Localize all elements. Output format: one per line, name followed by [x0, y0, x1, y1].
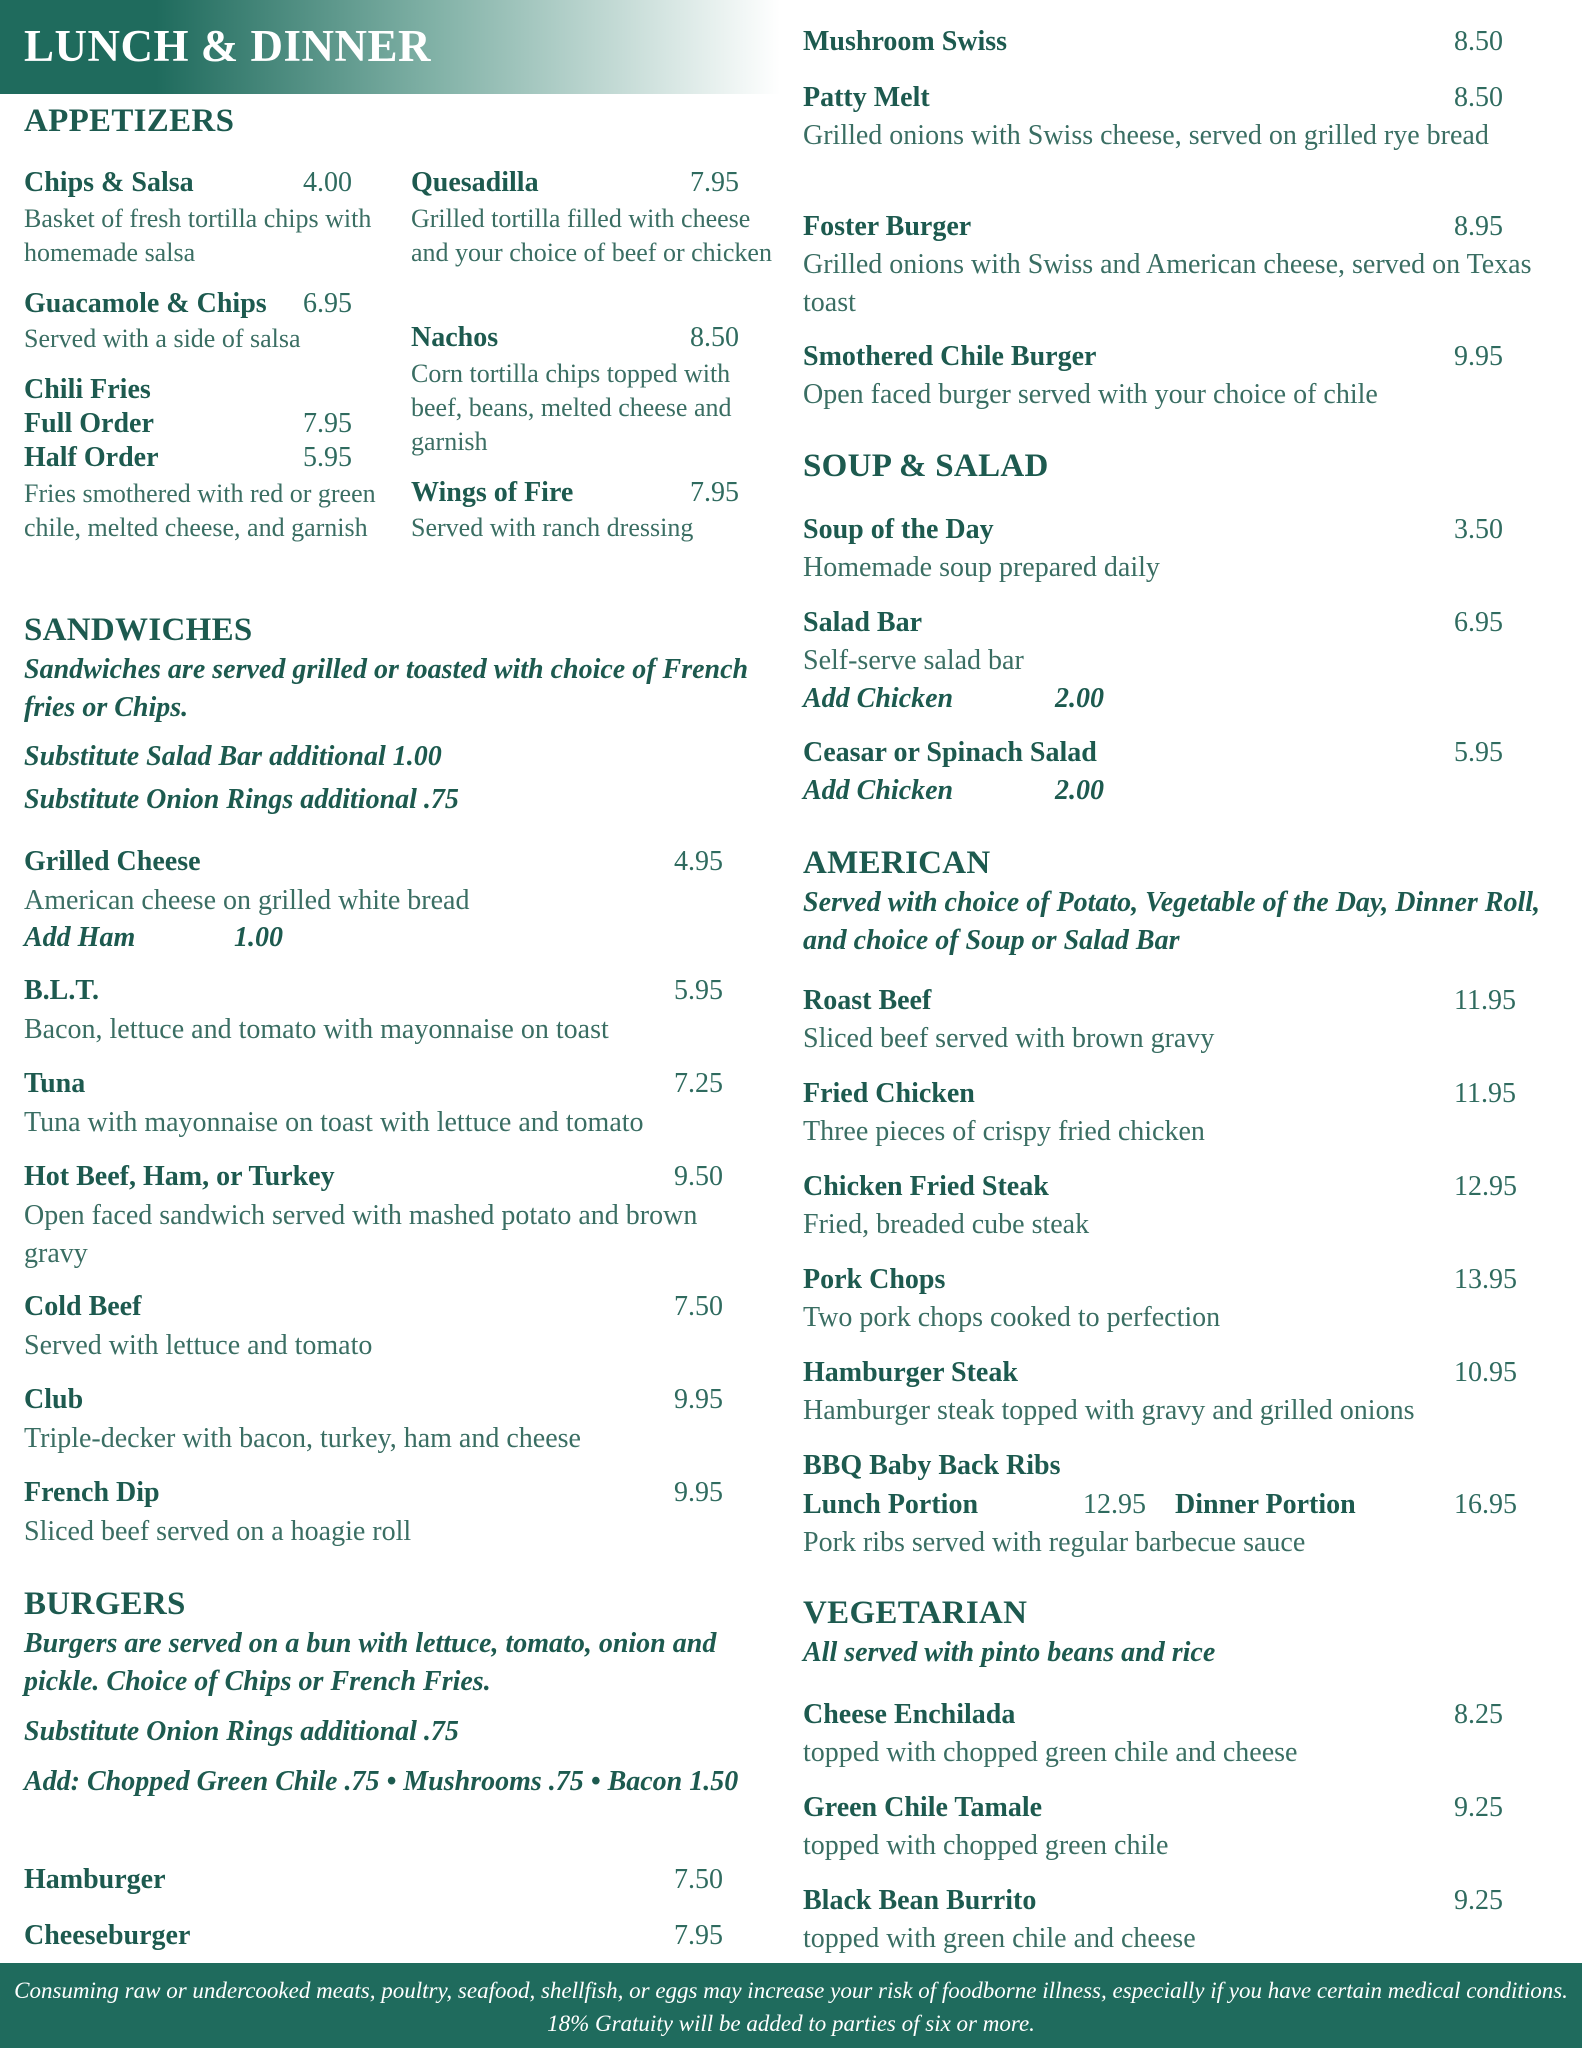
- item-price-french-dip: 9.95: [674, 1477, 723, 1508]
- item-desc-green-chile-tamale: topped with chopped green chile: [803, 1830, 1169, 1861]
- item-desc-tuna: Tuna with mayonnaise on toast with lettuce and tomato: [24, 1107, 644, 1138]
- item-label-dinner-portion: Dinner Portion: [1175, 1489, 1356, 1520]
- item-price-smothered-chile-burger: 9.95: [1454, 341, 1503, 372]
- item-name-mushroom-swiss: Mushroom Swiss: [803, 26, 1008, 57]
- item-name-black-bean-burrito: Black Bean Burrito: [803, 1885, 1037, 1916]
- item-price-quesadilla: 7.95: [690, 167, 739, 198]
- item-desc-guacamole: Served with a side of salsa: [24, 324, 301, 353]
- addon-label-ham: Add Ham: [24, 922, 136, 953]
- item-name-roast-beef: Roast Beef: [803, 985, 932, 1016]
- item-desc-salad-bar: Self-serve salad bar: [803, 645, 1024, 676]
- item-price-club: 9.95: [674, 1384, 723, 1415]
- item-price-nachos: 8.50: [690, 322, 739, 353]
- item-name-hamburger: Hamburger: [24, 1864, 166, 1895]
- item-name-french-dip: French Dip: [24, 1477, 160, 1508]
- american-intro: Served with choice of Potato, Vegetable of the Day, Dinner Roll, and choice of Soup or Salad Bar: [803, 887, 1541, 956]
- item-desc-foster-burger: Grilled onions with Swiss and American cheese, served on Texas toast: [803, 249, 1532, 318]
- item-desc-fried-chicken: Three pieces of crispy fried chicken: [803, 1116, 1205, 1147]
- item-desc-pork-chops: Two pork chops cooked to perfection: [803, 1302, 1221, 1333]
- sandwiches-sub-onion-rings: Substitute Onion Rings additional .75: [24, 784, 459, 815]
- item-name-foster-burger: Foster Burger: [803, 211, 972, 242]
- item-name-pork-chops: Pork Chops: [803, 1264, 946, 1295]
- item-desc-cold-beef: Served with lettuce and tomato: [24, 1330, 373, 1361]
- footer-band: [0, 1963, 1582, 2048]
- item-desc-chicken-fried-steak: Fried, breaded cube steak: [803, 1209, 1090, 1240]
- item-desc-quesadilla: Grilled tortilla filled with cheese and your choice of beef or chicken: [411, 204, 772, 267]
- item-name-patty-melt: Patty Melt: [803, 82, 930, 113]
- item-name-ceasar-spinach-salad: Ceasar or Spinach Salad: [803, 737, 1097, 768]
- item-price-salad-bar: 6.95: [1454, 607, 1503, 638]
- item-price-chips-salsa: 4.00: [303, 167, 352, 198]
- item-price-wings: 7.95: [690, 477, 739, 508]
- item-price-cheese-enchilada: 8.25: [1454, 1699, 1503, 1730]
- item-price-hamburger-steak: 10.95: [1454, 1357, 1517, 1388]
- item-name-green-chile-tamale: Green Chile Tamale: [803, 1792, 1043, 1823]
- sandwiches-sub-salad-bar: Substitute Salad Bar additional 1.00: [24, 741, 442, 772]
- item-price-soup-of-the-day: 3.50: [1454, 514, 1503, 545]
- item-desc-cheese-enchilada: topped with chopped green chile and cheese: [803, 1737, 1298, 1768]
- item-desc-chips-salsa: Basket of fresh tortilla chips with homemade salsa: [24, 204, 372, 267]
- addon-price-salad-chicken: 2.00: [1055, 775, 1104, 806]
- section-title-appetizers: APPETIZERS: [24, 103, 235, 139]
- item-label-full-order: Full Order: [24, 408, 154, 439]
- addon-price-salad-bar-chicken: 2.00: [1055, 683, 1104, 714]
- addon-label-salad-bar-chicken: Add Chicken: [803, 683, 954, 714]
- footer-disclaimer: Consuming raw or undercooked meats, poultry, seafood, shellfish, or eggs may increase your risk of foodborne illness, especially if you have certain medical conditions.: [14, 1978, 1568, 2003]
- item-name-smothered-chile-burger: Smothered Chile Burger: [803, 341, 1097, 372]
- item-name-nachos: Nachos: [411, 322, 499, 353]
- item-desc-nachos: Corn tortilla chips topped with beef, beans, melted cheese and garnish: [411, 359, 732, 456]
- item-name-salad-bar: Salad Bar: [803, 607, 923, 638]
- burgers-sub-onion-rings: Substitute Onion Rings additional .75: [24, 1716, 459, 1747]
- item-desc-hot-beef: Open faced sandwich served with mashed potato and brown gravy: [24, 1200, 698, 1269]
- item-name-guacamole: Guacamole & Chips: [24, 288, 267, 319]
- item-name-hamburger-steak: Hamburger Steak: [803, 1357, 1018, 1388]
- footer-gratuity: 18% Gratuity will be added to parties of six or more.: [547, 2011, 1035, 2036]
- item-price-dinner-portion: 16.95: [1454, 1489, 1517, 1520]
- item-desc-french-dip: Sliced beef served on a hoagie roll: [24, 1516, 412, 1547]
- item-desc-wings: Served with ranch dressing: [411, 513, 694, 542]
- item-price-grilled-cheese: 4.95: [674, 846, 723, 877]
- section-title-soup-salad: SOUP & SALAD: [803, 448, 1049, 484]
- item-price-guacamole: 6.95: [303, 288, 352, 319]
- item-name-blt: B.L.T.: [24, 975, 99, 1006]
- item-price-patty-melt: 8.50: [1454, 82, 1503, 113]
- item-label-lunch-portion: Lunch Portion: [803, 1489, 979, 1520]
- item-label-half-order: Half Order: [24, 442, 159, 473]
- addon-price-ham: 1.00: [234, 922, 283, 953]
- section-title-american: AMERICAN: [803, 845, 991, 881]
- section-title-sandwiches: SANDWICHES: [24, 612, 253, 648]
- item-desc-soup-of-the-day: Homemade soup prepared daily: [803, 552, 1160, 583]
- item-name-cheeseburger: Cheeseburger: [24, 1920, 191, 1951]
- item-price-chicken-fried-steak: 12.95: [1454, 1171, 1517, 1202]
- item-price-pork-chops: 13.95: [1454, 1264, 1517, 1295]
- item-name-wings: Wings of Fire: [411, 477, 574, 508]
- item-price-mushroom-swiss: 8.50: [1454, 26, 1503, 57]
- item-name-chicken-fried-steak: Chicken Fried Steak: [803, 1171, 1049, 1202]
- addon-label-salad-chicken: Add Chicken: [803, 775, 954, 806]
- item-name-chili-fries: Chili Fries: [24, 374, 151, 405]
- item-name-grilled-cheese: Grilled Cheese: [24, 846, 201, 877]
- vegetarian-intro: All served with pinto beans and rice: [803, 1637, 1216, 1668]
- item-price-cold-beef: 7.50: [674, 1291, 723, 1322]
- item-name-fried-chicken: Fried Chicken: [803, 1078, 975, 1109]
- item-desc-chili-fries: Fries smothered with red or green chile, melted cheese, and garnish: [24, 479, 376, 542]
- item-name-chips-salsa: Chips & Salsa: [24, 167, 194, 198]
- burgers-intro: Burgers are served on a bun with lettuce, tomato, onion and pickle. Choice of Chips or French Fries.: [24, 1628, 717, 1697]
- item-desc-roast-beef: Sliced beef served with brown gravy: [803, 1023, 1215, 1054]
- item-price-foster-burger: 8.95: [1454, 211, 1503, 242]
- item-name-cold-beef: Cold Beef: [24, 1291, 142, 1322]
- item-name-soup-of-the-day: Soup of the Day: [803, 514, 994, 545]
- sandwiches-intro: Sandwiches are served grilled or toasted with choice of French fries or Chips.: [24, 654, 749, 723]
- item-price-green-chile-tamale: 9.25: [1454, 1792, 1503, 1823]
- item-desc-smothered-chile-burger: Open faced burger served with your choice of chile: [803, 379, 1378, 410]
- item-name-quesadilla: Quesadilla: [411, 167, 539, 198]
- item-name-bbq-ribs: BBQ Baby Back Ribs: [803, 1450, 1061, 1481]
- item-price-lunch-portion: 12.95: [1083, 1489, 1146, 1520]
- item-price-blt: 5.95: [674, 975, 723, 1006]
- item-desc-club: Triple-decker with bacon, turkey, ham and cheese: [24, 1423, 581, 1454]
- item-price-fried-chicken: 11.95: [1454, 1078, 1516, 1109]
- item-price-roast-beef: 11.95: [1454, 985, 1516, 1016]
- item-desc-hamburger-steak: Hamburger steak topped with gravy and grilled onions: [803, 1395, 1415, 1426]
- section-title-vegetarian: VEGETARIAN: [803, 1595, 1028, 1631]
- item-price-full-order: 7.95: [303, 408, 352, 439]
- item-desc-bbq-ribs: Pork ribs served with regular barbecue sauce: [803, 1527, 1306, 1558]
- item-name-hot-beef: Hot Beef, Ham, or Turkey: [24, 1161, 335, 1192]
- item-name-cheese-enchilada: Cheese Enchilada: [803, 1699, 1016, 1730]
- item-price-hamburger: 7.50: [674, 1864, 723, 1895]
- item-name-tuna: Tuna: [24, 1068, 86, 1099]
- burgers-add-ons: Add: Chopped Green Chile .75 • Mushrooms .75 • Bacon 1.50: [24, 1766, 739, 1797]
- item-desc-grilled-cheese: American cheese on grilled white bread: [24, 885, 470, 916]
- section-title-burgers: BURGERS: [24, 1586, 186, 1622]
- item-name-club: Club: [24, 1384, 84, 1415]
- page-title: LUNCH & DINNER: [24, 21, 432, 71]
- item-price-half-order: 5.95: [303, 442, 352, 473]
- item-price-tuna: 7.25: [674, 1068, 723, 1099]
- item-desc-patty-melt: Grilled onions with Swiss cheese, served on grilled rye bread: [803, 120, 1489, 151]
- item-price-hot-beef: 9.50: [674, 1161, 723, 1192]
- item-price-cheeseburger: 7.95: [674, 1920, 723, 1951]
- item-desc-black-bean-burrito: topped with green chile and cheese: [803, 1923, 1196, 1954]
- item-desc-blt: Bacon, lettuce and tomato with mayonnaise on toast: [24, 1014, 609, 1045]
- item-price-black-bean-burrito: 9.25: [1454, 1885, 1503, 1916]
- item-price-ceasar-spinach-salad: 5.95: [1454, 737, 1503, 768]
